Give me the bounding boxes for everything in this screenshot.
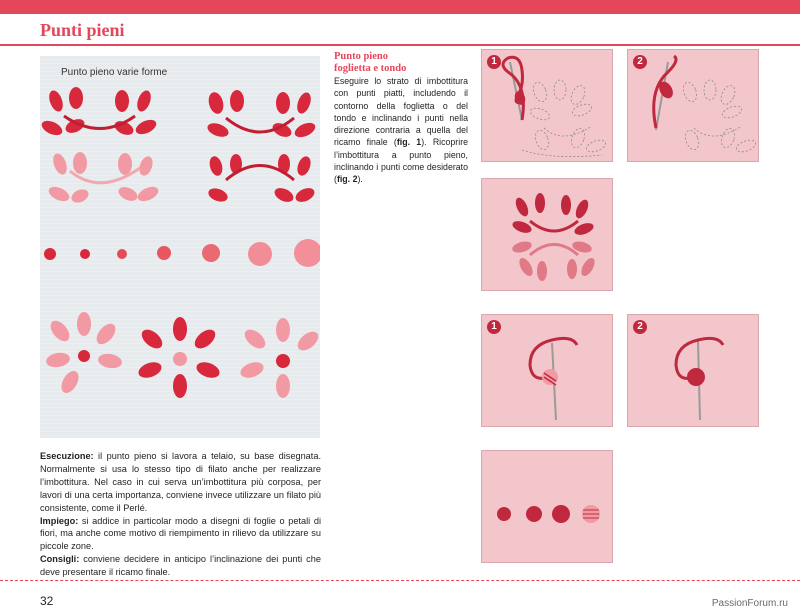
footer-divider [0, 580, 800, 581]
watermark: PassionForum.ru [711, 598, 788, 609]
section-title [334, 51, 406, 75]
section-text-a: Eseguire lo strato di imbottitura con punti piatti, includendo il contorno della foglietta o del tondo e inclinando i punti nella direzione contraria a quella del ricamo finale ( [334, 76, 468, 148]
text-esecuzione: il punto pieno si lavora a telaio, su base disegnata. Normalmente si usa lo stesso tipo di filato anche per realizzare l’imbottitura. Nel caso in cui serva un’imbottitura più corposa, per lavori di una certa importanza, conviene invece utilizzare un filato più consistente, come il Perlé. [40, 451, 321, 513]
panel-dot-fig1 [481, 314, 613, 427]
photo-caption: Punto pieno varie forme [61, 67, 168, 78]
section-text [334, 75, 468, 186]
label-consigli: Consigli: [40, 554, 80, 565]
step-badge-4: 2 [633, 320, 647, 334]
dot-result-illustration [482, 451, 613, 563]
fig2-ref: fig. 2 [336, 174, 358, 185]
label-impiego: Impiego: [40, 515, 79, 526]
dot-padding-illustration [482, 315, 613, 427]
leaf-fill-illustration [628, 50, 759, 162]
top-color-bar [0, 0, 800, 14]
panel-dot-result [481, 450, 613, 563]
step-badge-2: 2 [633, 55, 647, 69]
body-text [40, 450, 321, 579]
panel-leaf-result [481, 178, 613, 291]
embroidery-illustration [40, 56, 320, 438]
page-number: 32 [40, 594, 54, 608]
dot-fill-illustration [628, 315, 759, 427]
leaf-result-illustration [482, 179, 613, 291]
text-impiego: si addice in particolar modo a disegni di foglie o petali di fiori, ma anche come motivo di riempimento in rilievo da utilizzare su piccole zone. [40, 515, 321, 552]
label-esecuzione: Esecuzione: [40, 451, 94, 461]
panel-leaf-fig1 [481, 49, 613, 162]
title-divider [0, 44, 800, 46]
page-title: Punti pieni [40, 20, 125, 40]
panel-dot-fig2 [627, 314, 759, 427]
text-consigli: conviene decidere in anticipo l’inclinazione dei punti che deve presentare il ricamo finale. [40, 554, 321, 578]
fig1-ref: fig. 1 [396, 137, 422, 148]
section-text-c: ). [357, 174, 363, 185]
leaf-padding-illustration [482, 50, 613, 162]
embroidery-photo [40, 56, 320, 438]
section-text-b: ). Ricoprire l’imbottitura a punto pieno, inclinando i punti come desiderato ( [334, 137, 469, 185]
step-badge-3: 1 [487, 320, 501, 334]
section-title-line2: foglietta e tondo [334, 63, 407, 74]
panel-leaf-fig2 [627, 49, 759, 162]
section-title-line1: Punto pieno [334, 51, 388, 62]
step-badge-1: 1 [487, 55, 501, 69]
